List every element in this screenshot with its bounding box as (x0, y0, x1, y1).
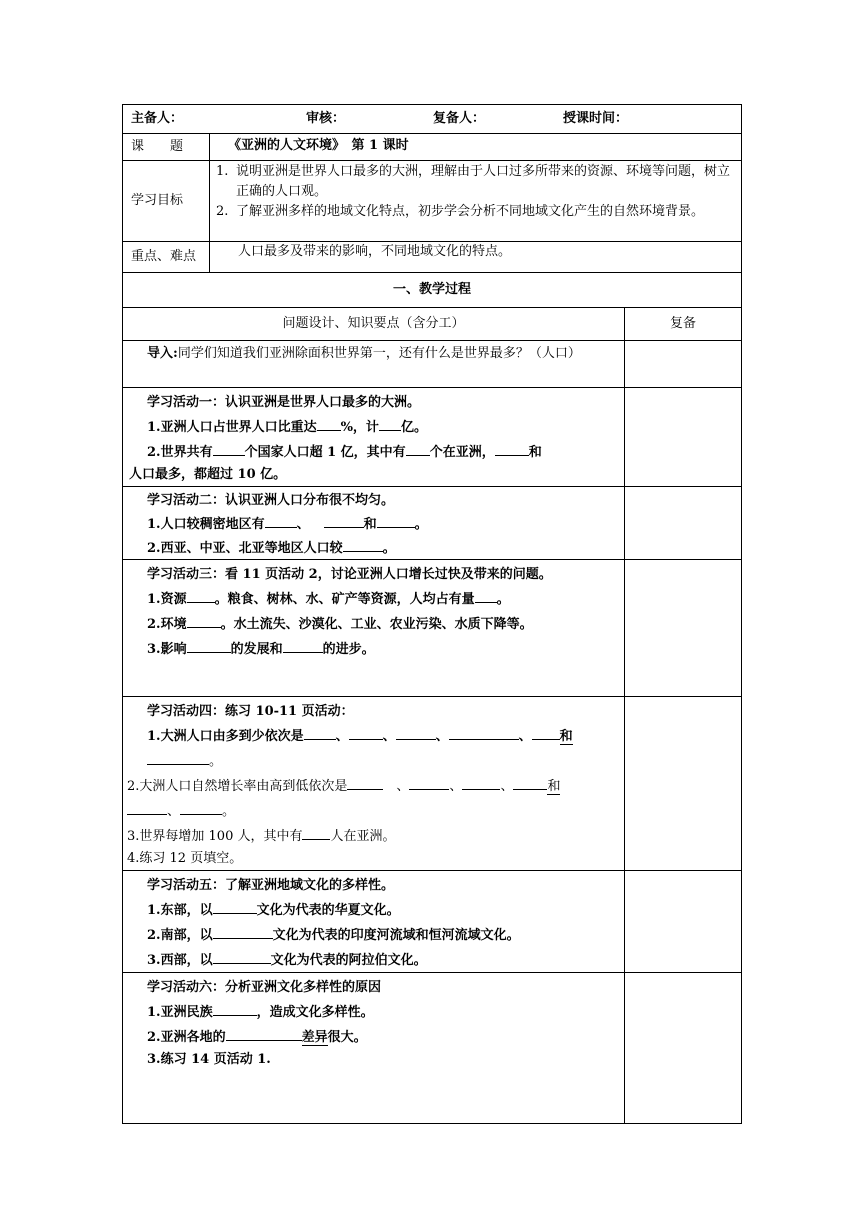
activity4-line1-cont: 。 (127, 748, 618, 773)
teaching-time-label: 授课时间： (563, 111, 629, 126)
activity6-row (123, 973, 742, 1124)
intro-notes (625, 341, 742, 388)
activity1-notes (625, 388, 742, 487)
topic-value: 《亚洲的人文环境》 第 1 课时 (228, 138, 409, 153)
activity3-notes (625, 560, 742, 697)
preparer-label: 主备人： (131, 111, 184, 126)
activity3-row (123, 560, 742, 697)
activity5-line3: 3.西部，以 文化为代表的阿拉伯文化。 (147, 947, 618, 972)
co-preparer-label: 复备人： (433, 111, 486, 126)
activity2-notes (625, 487, 742, 560)
activity6-line3: 3.练习 14 页活动 1. (147, 1052, 271, 1067)
activity1-line2: 2.世界共有 个国家人口超 1 亿，其中有 个在亚洲， 和 (147, 439, 618, 464)
activity6-line2: 2.亚洲各地的 差异很大。 (147, 1024, 618, 1049)
activity2-title: 学习活动二：认识亚洲人口分布很不均匀。 (147, 493, 395, 508)
activity5-line1: 1.东部，以 文化为代表的华夏文化。 (147, 897, 618, 922)
key-points-row (123, 242, 742, 273)
activity2-row (123, 487, 742, 560)
activity4-line2-cont: 、 。 (127, 798, 618, 823)
key-points-value: 人口最多及带来的影响，不同地域文化的特点。 (238, 244, 512, 259)
column-header-row (123, 308, 742, 341)
objective-item: 1. 说明亚洲是世界人口最多的大洲，理解由于人口过多所带来的资源、环境等问题，树立正确的人口观。 (216, 164, 731, 199)
side-column-header: 复备 (669, 316, 696, 331)
activity5-line2: 2.南部，以 文化为代表的印度河流域和恒河流域文化。 (147, 922, 618, 947)
lesson-plan-sheet (122, 104, 741, 1124)
main-column-header: 问题设计、知识要点（含分工） (282, 316, 465, 331)
activity3-line3: 3.影响 的发展和 的进步。 (147, 636, 618, 661)
activity4-row (123, 697, 742, 871)
section-title: 一、教学过程 (392, 282, 471, 297)
section-row (123, 273, 742, 308)
activity1-title: 学习活动一：认识亚洲是世界人口最多的大洲。 (147, 395, 421, 410)
header-row (123, 105, 742, 134)
objectives-row (123, 161, 742, 242)
activity2-line2: 2.西亚、中亚、北亚等地区人口较 。 (147, 535, 618, 559)
reviewer-label: 审核： (306, 111, 346, 126)
activity3-line2: 2.环境 。水土流失、沙漠化、工业、农业污染、水质下降等。 (147, 611, 618, 636)
activity3-line1: 1.资源 。粮食、树林、水、矿产等资源，人均占有量 。 (147, 586, 618, 611)
topic-label: 课 题 (131, 139, 184, 154)
activity5-title: 学习活动五：了解亚洲地域文化的多样性。 (147, 878, 395, 893)
objectives-list (210, 162, 737, 222)
intro-text: 导入:同学们知道我们亚洲除面积世界第一，还有什么是世界最多？（人口） (147, 346, 581, 361)
activity4-line4: 4.练习 12 页填空。 (127, 851, 243, 866)
activity4-notes (625, 697, 742, 871)
activity6-title: 学习活动六：分析亚洲文化多样性的原因 (147, 980, 382, 995)
lesson-plan-table (122, 104, 742, 1124)
topic-row (123, 134, 742, 161)
activity4-line1: 1.大洲人口由多到少依次是 、 、 、 、 和 (127, 723, 618, 748)
activity4-line3: 3.世界每增加 100 人，其中有 人在亚洲。 (127, 823, 618, 848)
activity6-notes (625, 973, 742, 1124)
objectives-label: 学习目标 (131, 193, 184, 208)
activity6-line1: 1.亚洲民族 ，造成文化多样性。 (147, 999, 618, 1024)
activity4-title: 学习活动四：练习 10-11 页活动： (147, 704, 354, 719)
activity5-notes (625, 871, 742, 973)
objective-item: 2. 了解亚洲多样的地域文化特点，初步学会分析不同地域文化产生的自然环境背景。 (216, 204, 705, 219)
activity4-line2: 2.大洲人口自然增长率由高到低依次是 、 、 、 和 (127, 773, 618, 798)
activity1-row (123, 388, 742, 487)
activity1-line1: 1.亚洲人口占世界人口比重达 %，计 亿。 (147, 414, 618, 439)
key-points-label: 重点、难点 (131, 249, 197, 264)
activity5-row (123, 871, 742, 973)
activity3-title: 学习活动三：看 11 页活动 2，讨论亚洲人口增长过快及带来的问题。 (147, 567, 552, 582)
activity1-line3: 人口最多，都超过 10 亿。 (129, 467, 287, 482)
activity2-line1: 1.人口较稠密地区有 、 和 。 (147, 511, 618, 535)
intro-row (123, 341, 742, 388)
